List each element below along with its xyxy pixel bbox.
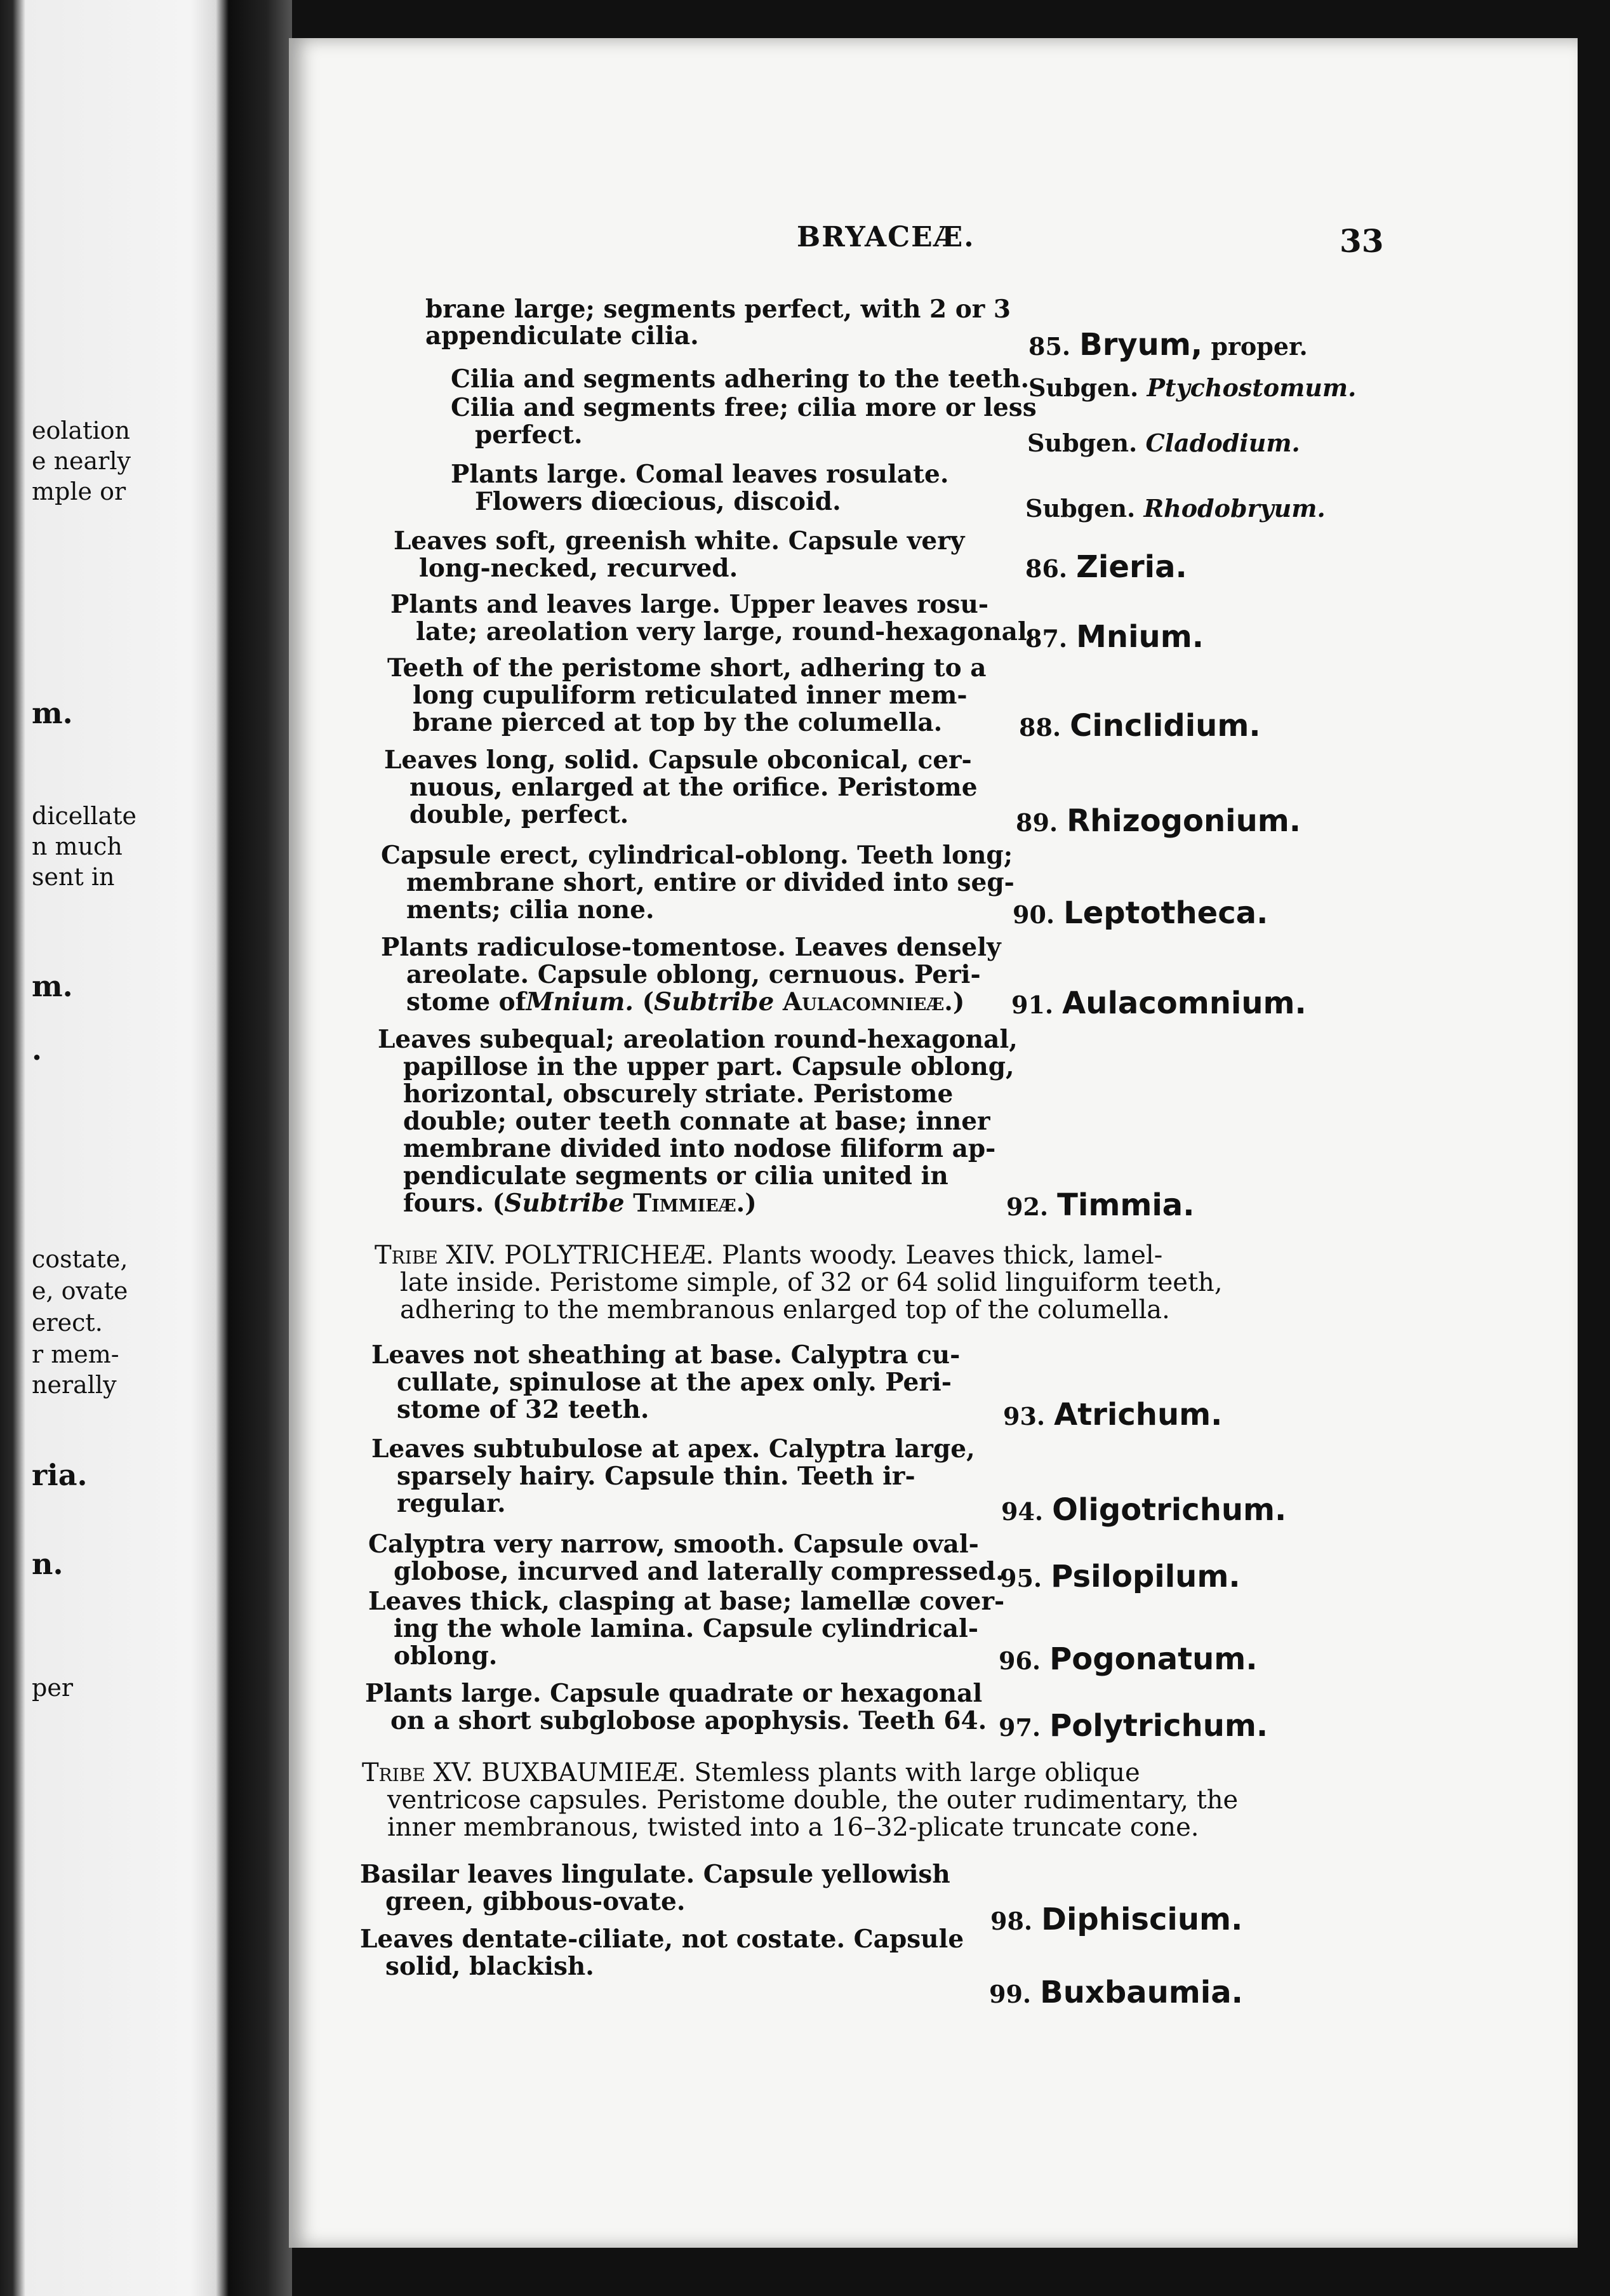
- genus-entry: 99. Buxbaumia.: [989, 1975, 1243, 2010]
- facing-page-fragment: costate,: [32, 1245, 128, 1273]
- subgenus-entry: Subgen. Rhodobryum.: [1025, 494, 1326, 523]
- key-line: perfect.: [475, 420, 583, 450]
- key-line: Plants large. Capsule quadrate or hexagonal: [365, 1679, 983, 1708]
- tribe-heading: Tribe XV. BUXBAUMIEÆ. Stemless plants with large oblique: [362, 1758, 1140, 1787]
- key-line: fours. (Subtribe Timmieæ.): [403, 1189, 757, 1218]
- genus-reference: Mnium.: [526, 987, 634, 1017]
- key-line: green, gibbous-ovate.: [385, 1887, 686, 1916]
- key-line: papillose in the upper part. Capsule oblong,: [403, 1052, 1015, 1081]
- facing-page-fragment: m.: [32, 696, 73, 730]
- subtribe-name: Timmieæ.: [633, 1189, 745, 1218]
- key-line: Leaves dentate-ciliate, not costate. Capsule: [360, 1925, 964, 1954]
- facing-page-fragment: .: [32, 1032, 43, 1067]
- key-line: areolate. Capsule oblong, cernuous. Peri-: [406, 960, 981, 989]
- subgenus-entry: Subgen. Cladodium.: [1027, 429, 1300, 457]
- key-line: on a short subglobose apophysis. Teeth 64.: [390, 1706, 987, 1735]
- key-line: pendiculate segments or cilia united in: [403, 1161, 948, 1191]
- tribe-description: late inside. Peristome simple, of 32 or 64 solid linguiform teeth,: [400, 1268, 1223, 1297]
- facing-page-fragment: eolation: [32, 417, 130, 444]
- key-line: sparsely hairy. Capsule thin. Teeth ir-: [397, 1462, 915, 1491]
- facing-page-fragment: r mem-: [32, 1340, 119, 1368]
- key-line: Calyptra very narrow, smooth. Capsule oval-: [368, 1530, 979, 1559]
- facing-page-fragment: m.: [32, 969, 73, 1003]
- key-line: double, perfect.: [409, 800, 629, 829]
- key-line: late; areolation very large, round-hexagonal.: [416, 617, 1036, 646]
- key-line: Basilar leaves lingulate. Capsule yellowish: [360, 1860, 950, 1889]
- facing-page-edge: [0, 0, 229, 2296]
- key-line: oblong.: [394, 1641, 498, 1671]
- key-line: Leaves long, solid. Capsule obconical, cer-: [384, 745, 972, 775]
- genus-entry: 89. Rhizogonium.: [1016, 803, 1301, 839]
- key-line: ing the whole lamina. Capsule cylindrical-: [394, 1614, 979, 1643]
- key-line: Flowers diœcious, discoid.: [475, 487, 841, 516]
- genus-entry: 95. Psilopilum.: [1000, 1559, 1241, 1594]
- genus-entry: 87. Mnium.: [1025, 619, 1204, 655]
- key-line: globose, incurved and laterally compressed.: [394, 1557, 1004, 1586]
- facing-page-fragment: nerally: [32, 1371, 117, 1399]
- genus-entry: 97. Polytrichum.: [999, 1708, 1268, 1744]
- key-line: membrane divided into nodose filiform ap-: [403, 1134, 996, 1163]
- genus-entry: 90. Leptotheca.: [1013, 895, 1268, 931]
- key-line: ments; cilia none.: [406, 895, 655, 924]
- key-line: stome ofMnium. (Subtribe Aulacomnieæ.): [406, 987, 965, 1017]
- key-line: brane pierced at top by the columella.: [413, 708, 943, 737]
- key-line: Cilia and segments free; cilia more or less: [451, 393, 1037, 422]
- key-line: brane large; segments perfect, with 2 or 3: [425, 295, 1011, 324]
- genus-entry: 86. Zieria.: [1025, 549, 1187, 585]
- tribe-description: ventricose capsules. Peristome double, the outer rudimentary, the: [387, 1785, 1239, 1815]
- key-line: Leaves subequal; areolation round-hexagonal,: [378, 1025, 1018, 1054]
- tribe-description: inner membranous, twisted into a 16–32-plicate truncate cone.: [387, 1813, 1199, 1842]
- key-line: Leaves soft, greenish white. Capsule very: [394, 526, 965, 556]
- genus-entry: 98. Diphiscium.: [990, 1902, 1243, 1937]
- key-line: stome of 32 teeth.: [397, 1395, 649, 1424]
- key-line: Leaves subtubulose at apex. Calyptra large,: [371, 1434, 975, 1464]
- facing-page-fragment: e nearly: [32, 447, 131, 475]
- facing-page-fragment: n much: [32, 832, 123, 860]
- genus-entry: 88. Cinclidium.: [1019, 708, 1261, 744]
- key-line: Capsule erect, cylindrical-oblong. Teeth long;: [381, 841, 1013, 870]
- book-page: [289, 38, 1578, 2248]
- key-line: Plants and leaves large. Upper leaves rosu-: [390, 590, 989, 619]
- facing-page-fragment: erect.: [32, 1309, 103, 1337]
- facing-page-fragment: ria.: [32, 1458, 88, 1492]
- facing-page-fragment: mple or: [32, 477, 126, 505]
- genus-entry: 94. Oligotrichum.: [1001, 1492, 1287, 1528]
- key-line: cullate, spinulose at the apex only. Peri-: [397, 1368, 952, 1397]
- facing-page-fragment: dicellate: [32, 802, 136, 830]
- page-number: 33: [1340, 222, 1384, 260]
- key-line: Leaves thick, clasping at base; lamellæ cover-: [368, 1587, 1005, 1616]
- book-spine-shadow: [229, 0, 292, 2296]
- key-line: solid, blackish.: [385, 1952, 594, 1981]
- facing-page-fragment: e, ovate: [32, 1277, 128, 1305]
- tribe-description: adhering to the membranous enlarged top of the columella.: [400, 1295, 1170, 1325]
- key-line: appendiculate cilia.: [425, 321, 699, 350]
- key-line: Plants large. Comal leaves rosulate.: [451, 460, 949, 489]
- facing-page-fragment: per: [32, 1674, 73, 1702]
- key-line: long cupuliform reticulated inner mem-: [413, 681, 968, 710]
- key-line: Leaves not sheathing at base. Calyptra cu-: [371, 1340, 961, 1370]
- genus-entry: 92. Timmia.: [1006, 1187, 1195, 1223]
- subtribe-name: Aulacomnieæ.: [782, 987, 953, 1017]
- key-line: regular.: [397, 1489, 506, 1518]
- subgenus-entry: Subgen. Ptychostomum.: [1028, 373, 1357, 402]
- key-line: horizontal, obscurely striate. Peristome: [403, 1079, 954, 1109]
- running-head: BRYACEÆ.: [797, 221, 975, 253]
- genus-entry: 93. Atrichum.: [1003, 1397, 1223, 1432]
- facing-page-fragment: n.: [32, 1547, 63, 1581]
- key-line: membrane short, entire or divided into seg-: [406, 868, 1015, 897]
- genus-entry: 91. Aulacomnium.: [1011, 985, 1307, 1021]
- tribe-heading: Tribe XIV. POLYTRICHEÆ. Plants woody. Leaves thick, lamel-: [375, 1241, 1163, 1270]
- key-line: Cilia and segments adhering to the teeth.: [451, 364, 1030, 394]
- key-line: Teeth of the peristome short, adhering to a: [387, 653, 987, 683]
- facing-page-fragment: sent in: [32, 863, 115, 891]
- genus-entry: 85. Bryum, proper.: [1028, 327, 1308, 363]
- key-line: long-necked, recurved.: [419, 554, 738, 583]
- genus-entry: 96. Pogonatum.: [999, 1641, 1258, 1677]
- key-line: double; outer teeth connate at base; inner: [403, 1107, 990, 1136]
- key-line: nuous, enlarged at the orifice. Peristome: [409, 773, 978, 802]
- key-line: Plants radiculose-tomentose. Leaves densely: [381, 933, 1001, 962]
